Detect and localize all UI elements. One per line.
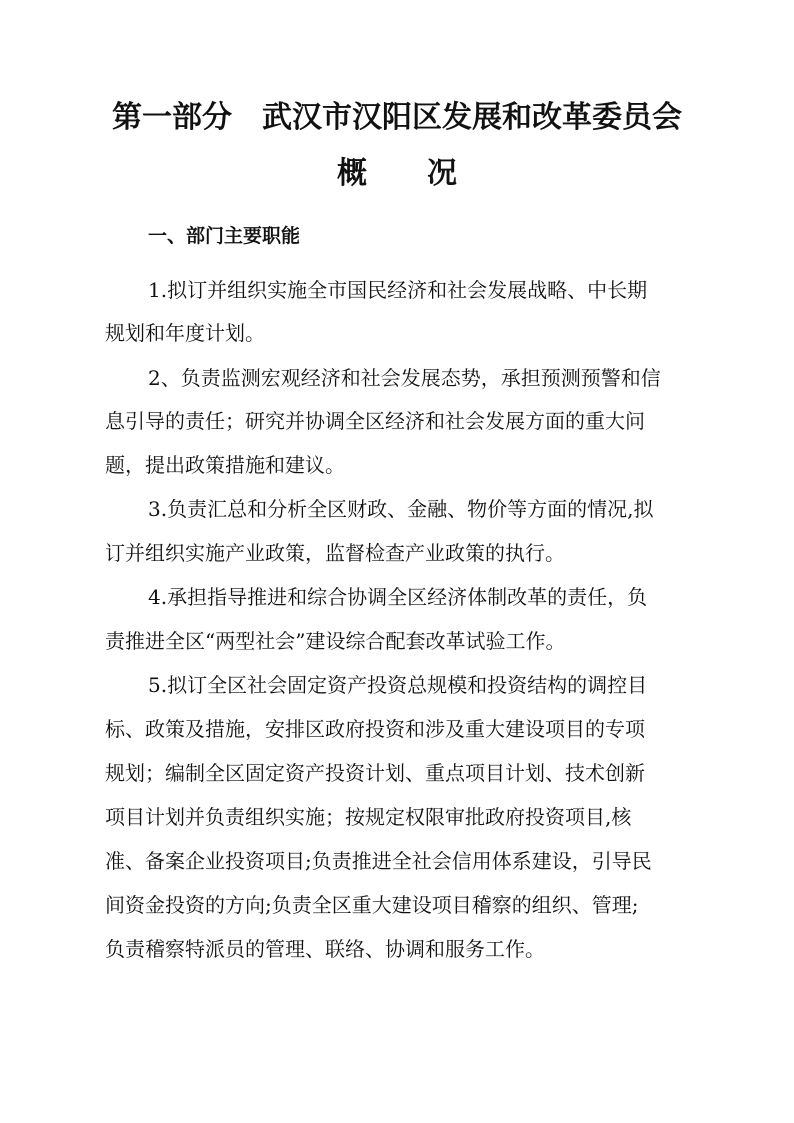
paragraph-5-line-3: 规划；编制全区固定资产投资计划、重点项目计划、技术创新 — [105, 761, 645, 785]
paragraph-5-line-5: 准、备案企业投资项目;负责推进全社会信用体系建设，引导民 — [105, 849, 652, 873]
paragraph-5-line-6: 间资金投资的方向;负责全区重大建设项目稽察的组织、管理; — [105, 893, 639, 917]
document-title-line-1: 第一部分 武汉市汉阳区发展和改革委员会 — [112, 100, 682, 135]
paragraph-2-line-3: 题，提出政策措施和建议。 — [105, 453, 345, 477]
paragraph-5-line-1: 5.拟订全区社会固定资产投资总规模和投资结构的调控目 — [148, 673, 648, 697]
paragraph-5-line-2: 标、政策及措施，安排区政府投资和涉及重大建设项目的专项 — [105, 717, 645, 741]
paragraph-2-line-1: 2、负责监测宏观经济和社会发展态势，承担预测预警和信 — [148, 366, 661, 390]
paragraph-5-line-4: 项目计划并负责组织实施；按规定权限审批政府投资项目,核 — [105, 805, 632, 829]
paragraph-3-line-1: 3.负责汇总和分析全区财政、金融、物价等方面的情况,拟 — [148, 497, 654, 521]
paragraph-4-line-2: 责推进全区“两型社会”建设综合配套改革试验工作。 — [105, 629, 566, 653]
document-title-line-2: 概 况 — [337, 156, 457, 191]
paragraph-1-line-2: 规划和年度计划。 — [105, 321, 265, 345]
paragraph-2-line-2: 息引导的责任；研究并协调全区经济和社会发展方面的重大问 — [105, 409, 645, 433]
paragraph-1-line-1: 1.拟订并组织实施全市国民经济和社会发展战略、中长期 — [148, 278, 648, 302]
paragraph-3-line-2: 订并组织实施产业政策，监督检查产业政策的执行。 — [105, 541, 565, 565]
section-heading: 一、部门主要职能 — [148, 225, 301, 247]
paragraph-5-line-7: 负责稽察特派员的管理、联络、协调和服务工作。 — [105, 937, 545, 961]
paragraph-4-line-1: 4.承担指导推进和综合协调全区经济体制改革的责任，负 — [148, 585, 648, 609]
